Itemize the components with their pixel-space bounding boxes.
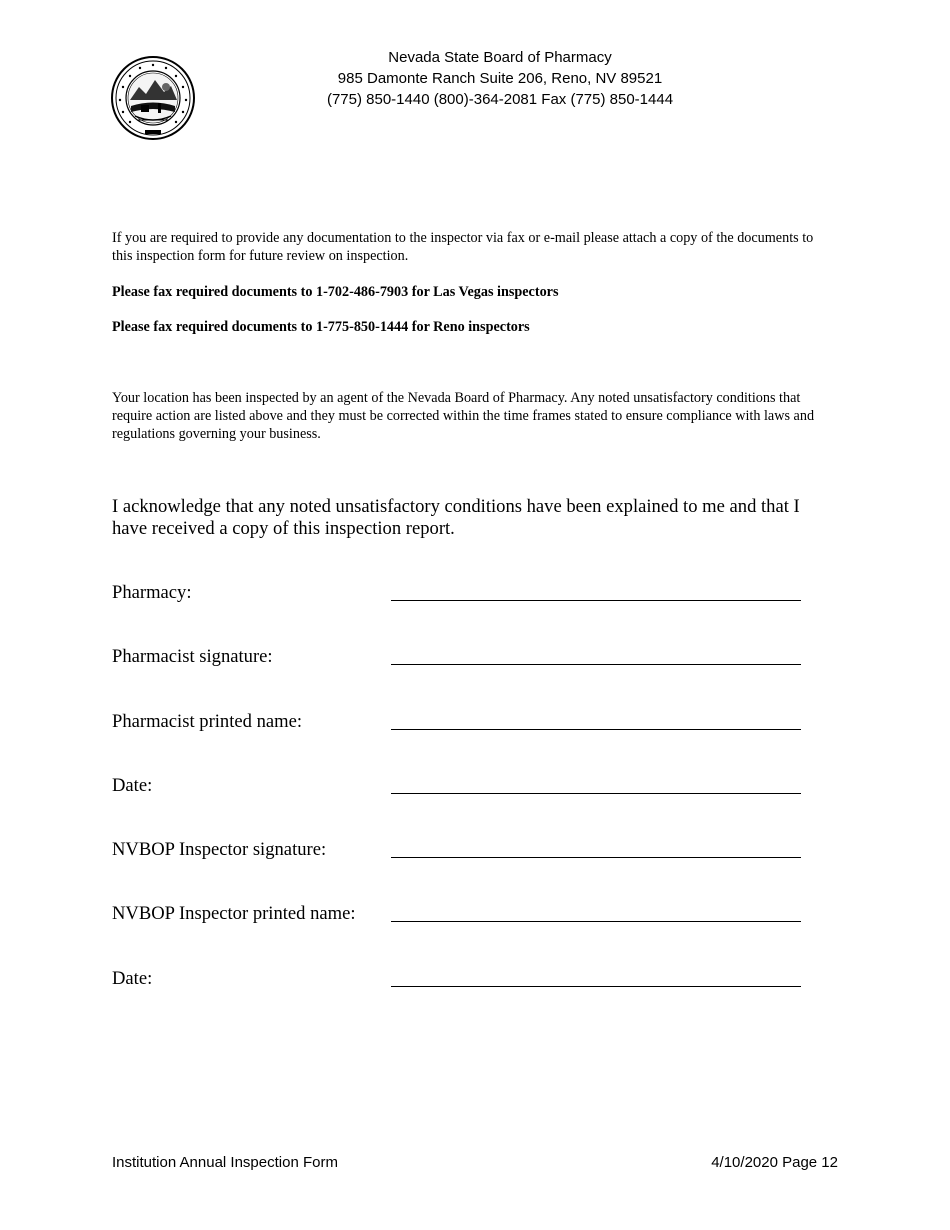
inspection-notice: Your location has been inspected by an agent of the Nevada Board of Pharmacy. Any noted unsatisfactory conditions that require action are listed above and they must be corrected within the time frames stated to ensure compliance with laws and regulations governing your business. [112,390,815,442]
footer-form-name: Institution Annual Inspection Form [112,1154,338,1171]
pharmacist-date-label: Date: [112,775,153,796]
documentation-note: If you are required to provide any documentation to the inspector via fax or e-mail please attach a copy of the documents to this inspection form for future review on inspection. [112,230,814,264]
inspector-date-field[interactable] [391,968,801,987]
org-phone-numbers: (775) 850-1440 (800)-364-2081 Fax (775) 850-1444 [326,91,674,108]
org-name: Nevada State Board of Pharmacy [388,49,612,66]
inspector-signature-field[interactable] [391,839,801,858]
acknowledgement-statement: I acknowledge that any noted unsatisfactory conditions have been explained to me and that I have received a copy of this inspection report. [112,496,800,539]
inspector-printed-name-label: NVBOP Inspector printed name: [112,903,356,924]
fax-las-vegas-note: Please fax required documents to 1-702-486-7903 for Las Vegas inspectors [112,284,559,300]
inspector-signature-label: NVBOP Inspector signature: [112,839,327,860]
inspector-date-label: Date: [112,968,153,989]
pharmacist-signature-field[interactable] [391,646,801,665]
pharmacist-printed-name-field[interactable] [391,711,801,730]
pharmacy-label: Pharmacy: [112,582,192,603]
pharmacist-printed-name-label: Pharmacist printed name: [112,711,303,732]
nevada-state-seal [111,56,195,140]
footer-date-page: 4/10/2020 Page 12 [711,1154,838,1171]
pharmacy-field[interactable] [391,582,801,601]
inspector-printed-name-field[interactable] [391,903,801,922]
fax-reno-note: Please fax required documents to 1-775-850-1444 for Reno inspectors [112,319,530,335]
org-address: 985 Damonte Ranch Suite 206, Reno, NV 89521 [337,70,663,87]
pharmacist-date-field[interactable] [391,775,801,794]
letterhead [280,47,720,110]
pharmacist-signature-label: Pharmacist signature: [112,646,273,667]
